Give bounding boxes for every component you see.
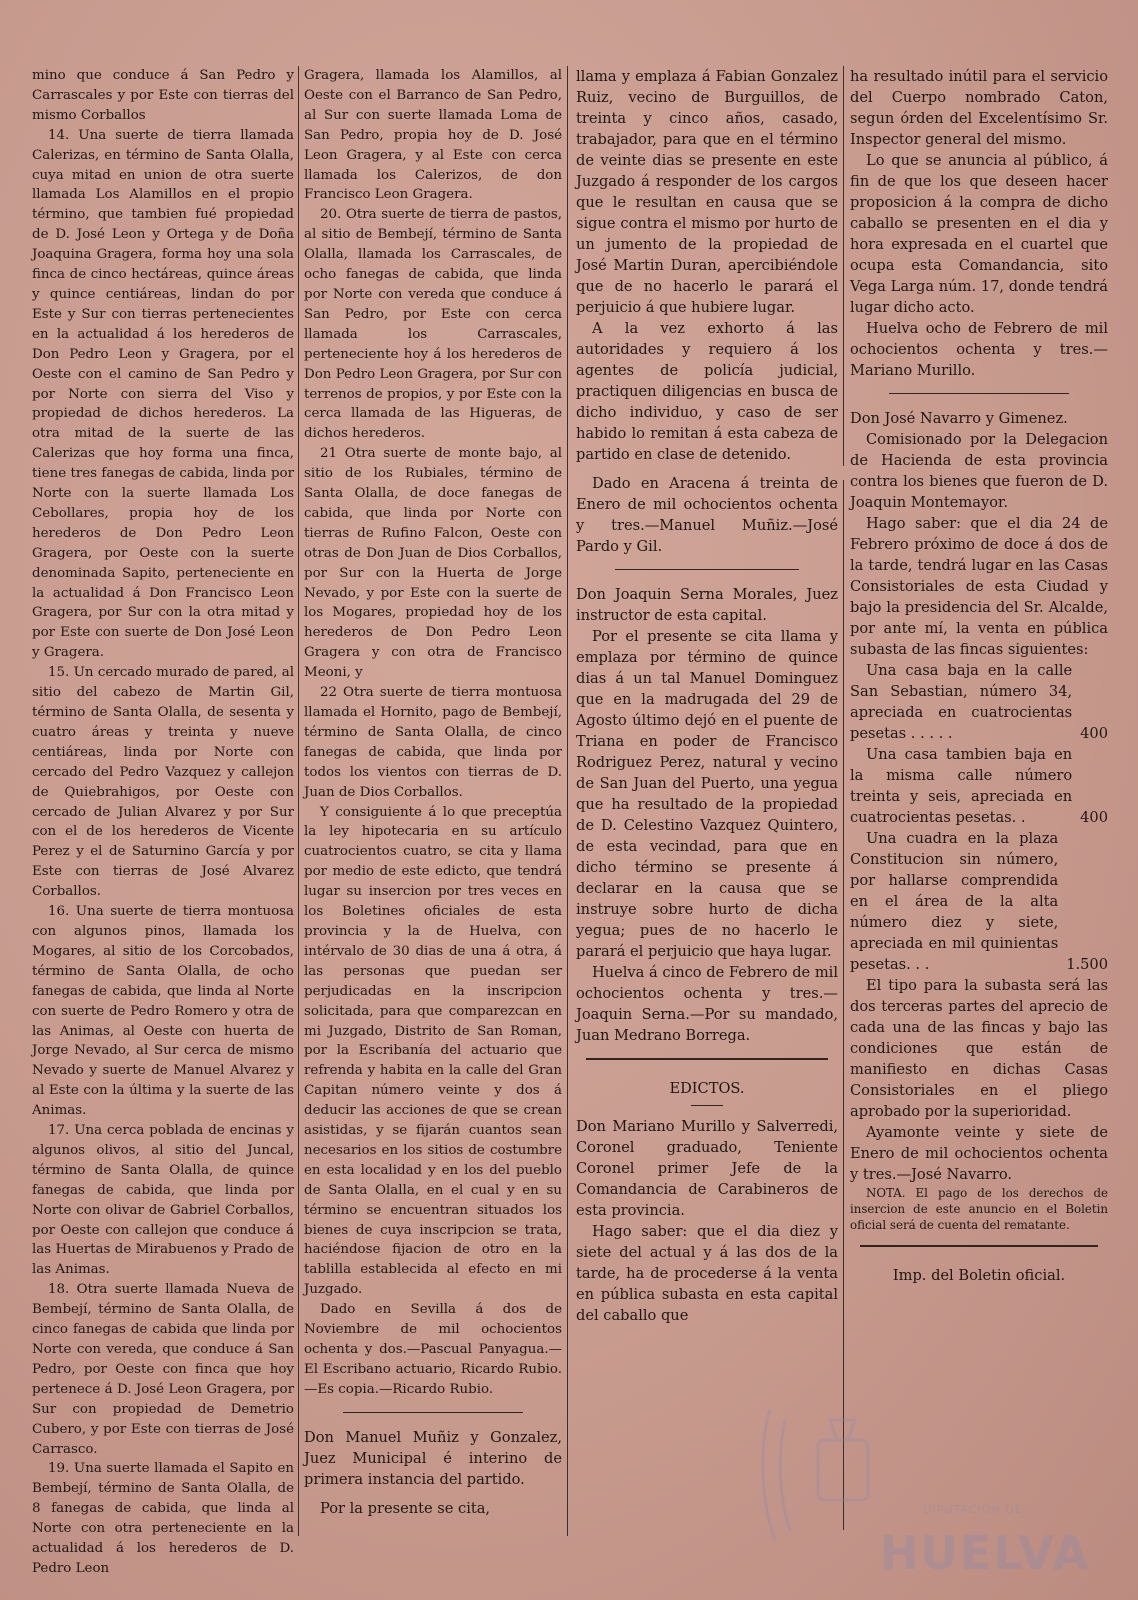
separator-rule xyxy=(343,1412,524,1413)
paragraph: A la vez exhorto á las autoridades y requiero á los agentes de policía judicial, practiquen diligencias en busca de dicho individuo, y caso de ser habido lo remitan á esta cabeza de partido en clase de detenido. xyxy=(576,320,838,463)
lot-price: 1.500 xyxy=(1066,956,1108,973)
column-1 xyxy=(32,66,294,1576)
notice-heading: Don Mariano Murillo y Salverredi, Coronel graduado, Teniente Coronel primer Jefe de la Comandancia de Carabineros de esta provincia. xyxy=(576,1118,838,1219)
lot-price: 400 xyxy=(1080,725,1108,742)
notice-heading: Don José Navarro y Gimenez. xyxy=(850,410,1068,427)
auction-lot xyxy=(850,744,1108,828)
separator-rule xyxy=(860,1245,1097,1247)
column-rule xyxy=(298,66,299,1536)
column-4 xyxy=(850,66,1108,1546)
notice-heading: Don Joaquin Serna Morales, Juez instructor de esta capital. xyxy=(576,586,838,624)
column-2 xyxy=(304,66,562,1546)
signature-paragraph: Dado en Aracena á treinta de Enero de mil ochocientos ochenta y tres.—Manuel Muñiz.—José Pardo y Gil. xyxy=(576,475,838,555)
separator-rule xyxy=(691,1105,722,1106)
paragraph: El tipo para la subasta será las dos terceras partes del aprecio de cada una de las fincas y bajo las condiciones que están de manifiesto en dichas Casas Consistoriales en el pliego aprobado por la superioridad. xyxy=(850,977,1108,1120)
separator-rule xyxy=(615,569,798,570)
paragraph: Lo que se anuncia al público, á fin de que los que deseen hacer proposicion á la compra de dicho caballo se presenten en el dia y hora expresada en el cuartel que ocupa esta Comandancia, sito Vega Larga núm. 17, donde tendrá lugar dicho acto. xyxy=(850,152,1108,316)
signature-paragraph: Huelva ocho de Febrero de mil ochocientos ochenta y tres.—Mariano Murillo. xyxy=(850,320,1108,379)
column-3 xyxy=(576,66,838,1546)
printer-imprint: Imp. del Boletin oficial. xyxy=(892,1267,1066,1284)
signature-paragraph: Dado en Sevilla á dos de Noviembre de mil ochocientos ochenta y dos.—Pascual Panyagua.—El Escribano actuario, Ricardo Rubio.—Es copia.—Ricardo Rubio. xyxy=(304,1302,562,1397)
note-paragraph: NOTA. El pago de los derechos de insercion de este anuncio en el Boletin oficial será de cuenta del rematante. xyxy=(850,1186,1108,1232)
signature-paragraph: Huelva á cinco de Febrero de mil ochocientos ochenta y tres.—Joaquin Serna.—Por su mandado, Juan Medrano Borrega. xyxy=(576,964,838,1044)
signature-paragraph: Ayamonte veinte y siete de Enero de mil ochocientos ochenta y tres.—José Navarro. xyxy=(850,1124,1108,1183)
paragraph: 19. Una suerte llamada el Sapito en Bembejí, término de Santa Olalla, de 8 fanegas de cabida, que linda al Norte con otra perteneciente en la actualidad á los herederos de D. Pedro Leon xyxy=(32,1461,294,1576)
separator-rule xyxy=(586,1058,827,1060)
lot-price: 400 xyxy=(1080,809,1108,826)
lot-description: Una cuadra en la plaza Constitucion sin número, por hallarse comprendida en el área de la alta número diez y siete, apreciada en mil quinientas pesetas. . . xyxy=(850,830,1059,973)
paragraph: 15. Un cercado murado de pared, al sitio del cabezo de Martin Gil, término de Santa Olalla, de sesenta y cuatro áreas y treinta y nueve centiáreas, linda por Norte con cercado del Pedro Vazquez y callejon de Quiebrahigos, por Oeste con cercado de Julian Alvarez y por Sur con el de los herederos de Vicente Perez y el de Saturnino García y por Este con tierras de José Alvarez Corballos. xyxy=(32,665,294,900)
paragraph: 20. Otra suerte de tierra de pastos, al sitio de Bembejí, término de Santa Olalla, llamada los Carrascales, de ocho fanegas de cabida, que linda por Norte con vereda que conduce á San Pedro, por Este con cerca llamada los Carrascales, perteneciente hoy á los herederos de Don Pedro Leon Gragera, por Sur con terrenos de propios, y por Este con la cerca llamada de las Higueras, de dichos herederos. xyxy=(304,207,562,442)
watermark-title: HUELVA xyxy=(880,1526,1091,1580)
paragraph: Comisionado por la Delegacion de Hacienda de esta provincia contra los bienes que fueron de D. Joaquin Montemayor. xyxy=(850,431,1108,511)
column-rule xyxy=(843,66,844,466)
section-title: EDICTOS. xyxy=(669,1080,745,1097)
paragraph: 18. Otra suerte llamada Nueva de Bembejí, término de Santa Olalla, de cinco fanegas de cabida que linda por Norte con vereda, que conduce á San Pedro, por Oeste con finca que hoy pertenece á D. José Leon Gragera, por Sur con propiedad de Demetrio Cubero, y por Este con tierras de José Carrasco. xyxy=(32,1282,294,1457)
paragraph: ha resultado inútil para el servicio del Cuerpo nombrado Caton, segun órden del Excelentísimo Sr. Inspector general del mismo. xyxy=(850,68,1108,148)
auction-lot xyxy=(850,828,1108,975)
separator-rule xyxy=(889,393,1070,394)
column-rule xyxy=(567,66,568,1536)
paragraph: Por el presente se cita llama y emplaza por término de quince dias á un tal Manuel Dominguez que en la madrugada del 29 de Agosto último dejó en el puente de Triana en poder de Francisco Rodriguez Perez, natural y vecino de San Juan del Puerto, una yegua que ha resultado de la propiedad de D. Celestino Vazquez Quintero, de esta vecindad, para que en dicho término se presente á declarar en la causa que se instruye sobre hurto de dicha yegua; pues de no hacerlo le parará el perjuicio que haya lugar. xyxy=(576,628,838,960)
auction-lot xyxy=(850,660,1108,744)
paragraph: Hago saber: que el dia 24 de Febrero próximo de doce á dos de la tarde, tendrá lugar en las Casas Consistoriales de esta Ciudad y bajo la presidencia del Sr. Alcalde, por ante mí, la venta en pública subasta de las fincas siguientes: xyxy=(850,515,1108,658)
paragraph: Y consiguiente á lo que preceptúa la ley hipotecaria en su artículo cuatrocientos cuatro, se cita y llama por medio de este edicto, que tendrá lugar su insercion por tres veces en los Boletines oficiales de esta provincia y la de Huelva, con intérvalo de 30 dias de una á otra, á las personas que puedan ser perjudicadas en la inscripcion solicitada, para que comparezcan en mi Juzgado, Distrito de San Roman, por la Escribanía del actuario que refrenda y habita en la calle del Gran Capitan número veinte y dos á deducir las acciones de que se crean asistidas, y se fijarán cuantos sean necesarios en los sitios de costumbre en esta localidad y en los del pueblo de Santa Olalla, en el cual y en su término se encuentran situados los bienes de cuya inscripcion se trata, haciéndose fijacion de otro en la tablilla establecida al efecto en mi Juzgado. xyxy=(304,804,562,1298)
paragraph: 22 Otra suerte de tierra montuosa llamada el Hornito, pago de Bembejí, término de Santa Olalla, de cinco fanegas de cabida, que linda por todos los vientos con tierras de D. Juan de Dios Corballos. xyxy=(304,685,562,800)
paragraph: 14. Una suerte de tierra llamada Calerizas, en término de Santa Olalla, cuya mitad en union de otra suerte llamada Los Alamillos en el propio término, que tambien fué propiedad de D. José Leon y Ortega y de Doña Joaquina Gragera, forma hoy una sola finca de cinco hectáreas, quince áreas y quince centiáreas, lindan do por Este y Sur con tierras pertenecientes en la actualidad á los herederos de Don Pedro Leon y Gragera, por el Oeste con el camino de San Pedro y por Norte con sierra del Viso y propiedad de dichos herederos. La otra mitad de la suerte de las Calerizas que hoy forma una finca, tiene tres fanegas de cabida, linda por Norte con la suerte llamada Los Cebollares, propia hoy de los herederos de Don Pedro Leon Gragera, por Oeste con la suerte denominada Sapito, perteneciente en la actualidad á Don Francisco Leon Gragera, por Sur con la otra mitad y por Este con suerte de Don José Leon y Gragera. xyxy=(32,127,294,661)
lot-description: Una casa tambien baja en la misma calle número treinta y seis, apreciada en cuatrocientas pesetas. . xyxy=(850,746,1073,826)
column-rule xyxy=(843,480,844,1530)
paragraph: mino que conduce á San Pedro y Carrascales y por Este con tierras del mismo Corballos xyxy=(32,68,294,123)
paragraph: Hago saber: que el dia diez y siete del actual y á las dos de la tarde, ha de procederse á la venta en pública subasta en esta capital del caballo que xyxy=(576,1223,838,1324)
paragraph: llama y emplaza á Fabian Gonzalez Ruiz, vecino de Burguillos, de treinta y cinco años, casado, trabajador, para que en el término de veinte dias se presente en este Juzgado á responder de los cargos que le resultan en causa que se sigue contra el mismo por hurto de un jumento de la propiedad de José Martin Duran, apercibiéndole que de no hacerlo le parará el perjuicio á que hubiere lugar. xyxy=(576,68,838,316)
paragraph: 16. Una suerte de tierra montuosa con algunos pinos, llamada los Mogares, al sitio de los Corcobados, término de Santa Olalla, de ocho fanegas de cabida, que linda al Norte con suerte de Pedro Romero y otra de las Animas, al Oeste con huerta de Jorge Nevado, al Sur cerca de mismo Nevado y suerte de Manuel Alvarez y al Este con la última y la suerte de las Animas. xyxy=(32,904,294,1119)
watermark-subtitle: DIPUTACIÓN DE xyxy=(923,1503,1023,1516)
paragraph: 21 Otra suerte de monte bajo, al sitio de los Rubiales, término de Santa Olalla, de doce fanegas de cabida, que linda por Norte con tierras de Rufino Falcon, Oeste con otras de Don Juan de Dios Corballos, por Sur con la Huerta de Jorge Nevado, y por Este con la suerte de los Mogares, propiedad hoy de los herederos de Don Pedro Leon Gragera y con otra de Francisco Meoni, y xyxy=(304,446,562,681)
paragraph: 17. Una cerca poblada de encinas y algunos olivos, al sitio del Juncal, término de Santa Olalla, de quince fanegas de cabida, que linda por Norte con olivar de Gabriel Corballos, por Oeste con callejon que conduce á las Huertas de Mirabuenos y Prado de las Animas. xyxy=(32,1123,294,1278)
notice-heading: Don Manuel Muñiz y Gonzalez, Juez Municipal é interino de primera instancia del partido. xyxy=(304,1428,562,1488)
lot-description: Una casa baja en la calle San Sebastian, número 34, apreciada en cuatrocientas pesetas . . . . . xyxy=(850,662,1073,742)
paragraph: Gragera, llamada los Alamillos, al Oeste con el Barranco de San Pedro, al Sur con suerte llamada Loma de San Pedro, propia hoy de D. José Leon Gragera, y al Este con cerca llamada los Calerizos, de don Francisco Leon Gragera. xyxy=(304,68,562,203)
paragraph: Por la presente se cita, xyxy=(320,1499,491,1517)
